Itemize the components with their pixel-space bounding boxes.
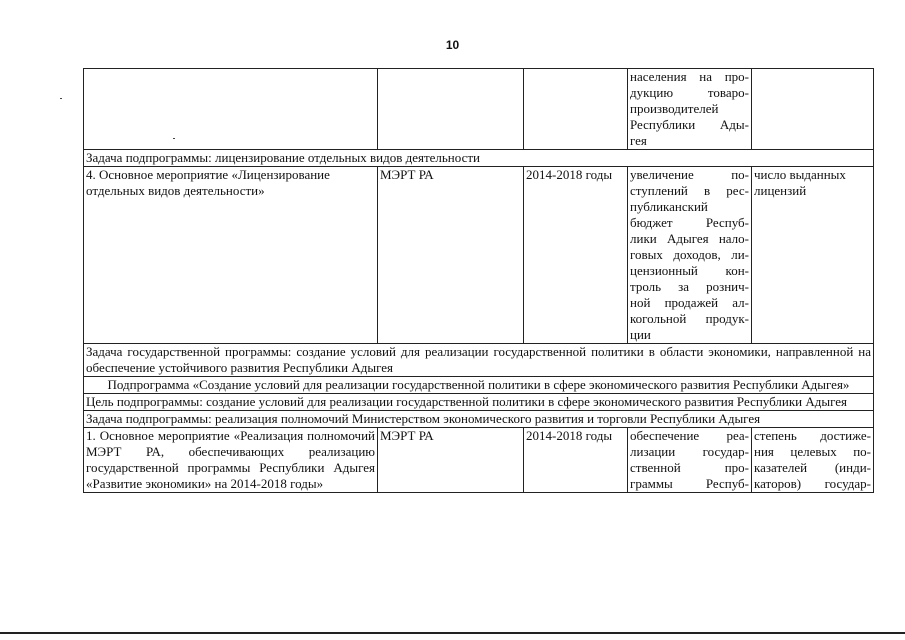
result-line: гея — [630, 133, 647, 148]
table-row-task-licensing — [84, 150, 874, 167]
page-number: 10 — [445, 38, 460, 52]
result-line: говых доходов, ли- — [630, 247, 749, 262]
indicator-cell — [752, 428, 874, 493]
table-row-measure-1 — [84, 428, 874, 493]
subprogram-task: Задача подпрограммы: реализация полномочий Министерством экономического развития и торговли Республики Адыгея — [84, 411, 874, 428]
result-line: увеличение по- — [630, 167, 749, 182]
result-line: цензионный кон- — [630, 263, 749, 278]
result-line: обеспечение реа- — [630, 428, 749, 443]
result-line: троль за рознич- — [630, 279, 749, 294]
program-measures-table — [83, 68, 874, 493]
executor-cell: МЭРТ РА — [378, 167, 524, 344]
table-row-subprogram-title — [84, 377, 874, 394]
result-line: ступлений в рес- — [630, 183, 749, 198]
result-line: дукцию товаро- — [630, 85, 749, 100]
subprogram-goal: Цель подпрограммы: создание условий для реализации государственной политики в сфере экономического развития Республики Адыгея — [84, 394, 874, 411]
indicator-cell — [752, 69, 874, 150]
result-line: бюджет Респуб- — [630, 215, 749, 230]
table-row-continuation — [84, 69, 874, 150]
result-line: лики Адыгея нало- — [630, 231, 749, 246]
indicator-line: казателей (инди- — [754, 460, 871, 475]
scan-speck — [60, 98, 62, 99]
subprogram-task-licensing: Задача подпрограммы: лицензирование отдельных видов деятельности — [84, 150, 874, 167]
indicator-line: каторов) государ- — [754, 476, 871, 491]
expected-result-cell — [628, 69, 752, 150]
table-row-subprogram-goal — [84, 394, 874, 411]
table-row-measure-4 — [84, 167, 874, 344]
result-line: ственной про- — [630, 460, 749, 475]
result-line: публиканский — [630, 199, 708, 214]
result-line: ной продажей ал- — [630, 295, 749, 310]
executor-cell — [378, 69, 524, 150]
measure-name-cell — [84, 69, 378, 150]
table-row-subprogram-task — [84, 411, 874, 428]
result-line: граммы Респуб- — [630, 476, 749, 491]
scan-bottom-edge — [0, 632, 905, 634]
measure-name-cell: 1. Основное мероприятие «Реализация полномочий МЭРТ РА, обеспечивающих реализацию государственной программы Республики Адыгея «Развитие экономики» на 2014-2018 годы» — [84, 428, 378, 493]
result-line: когольной продук- — [630, 311, 749, 326]
subprogram-title: Подпрограмма «Создание условий для реализации государственной политики в сфере экономического развития Республики Адыгея» — [84, 377, 874, 394]
measure-name-cell: 4. Основное мероприятие «Лицензирование отдельных видов деятельности» — [84, 167, 378, 344]
result-line: ции — [630, 327, 651, 342]
indicator-cell: число выданных лицензий — [752, 167, 874, 344]
period-cell — [524, 69, 628, 150]
result-line: лизации государ- — [630, 444, 749, 459]
indicator-line: степень достиже- — [754, 428, 871, 443]
executor-cell: МЭРТ РА — [378, 428, 524, 493]
result-line: Республики Ады- — [630, 117, 749, 132]
state-program-task: Задача государственной программы: создание условий для реализации государственной политики в области экономики, направленной на обеспечение устойчивого развития Республики Адыгея — [84, 344, 874, 377]
expected-result-cell — [628, 428, 752, 493]
result-line: населения на про- — [630, 69, 749, 84]
period-cell: 2014-2018 годы — [524, 167, 628, 344]
table-row-state-program-task — [84, 344, 874, 377]
period-cell: 2014-2018 годы — [524, 428, 628, 493]
expected-result-cell — [628, 167, 752, 344]
indicator-line: ния целевых по- — [754, 444, 871, 459]
result-line: производителей — [630, 101, 719, 116]
